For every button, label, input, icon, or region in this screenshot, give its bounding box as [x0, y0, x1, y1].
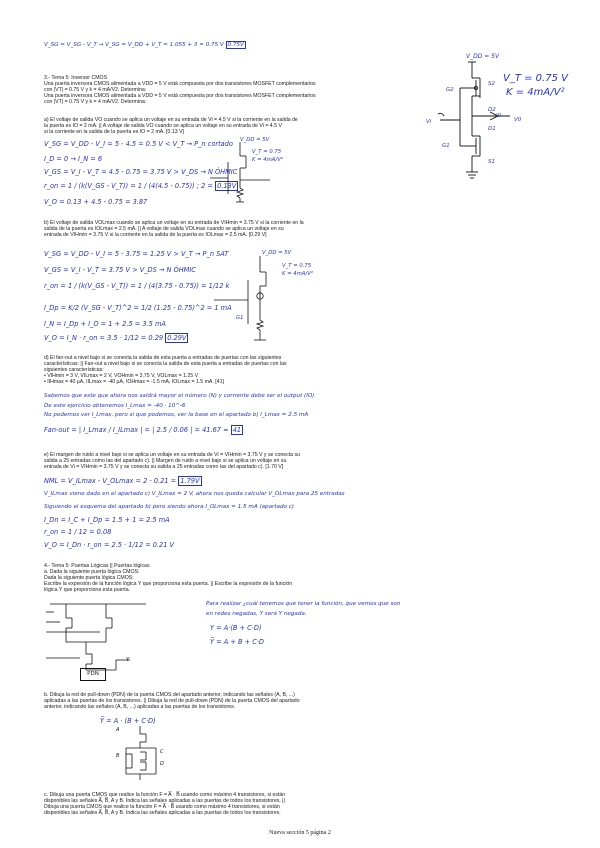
hw-b-line: I_N = I_Dp + I_O = 1 + 2.5 = 3.5 mA	[44, 320, 166, 328]
section4-intro-line: Escribe la expresión de la función lógica Y que proporciona esta puerta. || Escribe la expresión de la función	[44, 581, 293, 587]
section4-part-b-line: aplicadas a las puertas de los transistores. || Dibuja la red de pull-down (PDN) de la puerta CMOS del apartado	[44, 698, 300, 704]
part-d-line: d) El fan-out a nivel bajo si se conecta la salida de esta puerta a entradas de puertas con las siguientes	[44, 355, 282, 361]
hw-a-line: I_D = 0 → I_N = 6	[44, 155, 103, 163]
hw-e-nml	[44, 477, 202, 485]
top-equation-result: 0.75V	[227, 42, 244, 48]
hw-b-vo	[44, 334, 188, 342]
part-d-line: características: || Fan-out a nivel bajo si se conecta la salida de esta puerta a entradas de puertas con las	[44, 361, 287, 367]
circuit-a-diagram	[200, 136, 290, 206]
circuit-b-vt: V_T = 0.75	[282, 263, 312, 269]
section4-intro-line: lógica Y que proporciona esta puerta.	[44, 587, 131, 593]
circuit-b-vdd: V_DD = 5V	[262, 250, 292, 256]
pdn-b-label: B	[116, 753, 120, 759]
hw-4a-line: Y = A·(B + C·D)	[210, 624, 262, 632]
hw-d-line: De este ejercicio obtenemos I_Lmax = -40 · 10^-6	[44, 403, 186, 409]
s2-label: S2	[488, 81, 495, 87]
part-a-line: la puerta es IO = 2 mA. || A voltaje de salida VO cuando se aplica un voltaje en su entrada de Vi = 4.5 V	[44, 123, 282, 129]
circuit-a-vdd: V_DD = 5V	[240, 137, 270, 143]
hw-d-line: Sabemos que este que ahora nos saldrá mayor el número (N) y corriente debe ser el output (IO)	[44, 393, 315, 399]
d2-label: D2	[488, 107, 496, 113]
g2-label: G2	[446, 87, 454, 93]
part-d-line: siguientes características:	[44, 367, 104, 373]
pdn-c-label: C	[160, 749, 164, 755]
section4-intro-line: Dada la siguiente puerta lógica CMOS:	[44, 575, 134, 581]
hw-a-ron-text: r_on = 1 / (k(V_GS - V_T)) = 1 / (4(4.5 - 0.75)) ; 2 =	[44, 182, 213, 190]
circuit-b-k: K = 4mA/V²	[282, 271, 313, 277]
hw-e-line: I_Dn = I_C + I_Dp = 1.5 + 1 = 2.5 mA	[44, 516, 170, 524]
part-e-line: entrada de Vi = VIHmin = 3.75 V y se conecta su salida a 25 entradas como las del apartado c). [1.70 V]	[44, 464, 284, 470]
section3-intro-line: Una puerta inversora CMOS alimentada a VDD = 5 V está compuesta por dos transistores MOSFET complementarios	[44, 81, 316, 87]
part-e-line: salida a 25 entradas como las del apartado c). || Margen de ruido a nivel bajo si se aplica un voltaje en su	[44, 458, 287, 464]
hw-b-vo-text: V_O = I_N · r_on = 3.5 · 1/12 = 0.29	[44, 334, 164, 342]
part-b-line: entrada de VIHmin = 3.75 V si la corriente en la salida de la puerta es IOLmax = 2.5 mA. [0.29 V]	[44, 232, 267, 238]
pdn-box	[80, 668, 106, 681]
hw-b-result: 0.29V	[167, 334, 187, 342]
part-a-line: a) El voltaje de salida VO cuando se aplica un voltaje en su entrada de Vi = 4.5 V si la corriente en la salida de	[44, 117, 298, 123]
hw-b-line: V_SG = V_DD - V_I = 5 - 3.75 = 1.25 V > V_T → P_n SAT	[44, 250, 229, 258]
circuit-b-g1: G1	[236, 315, 244, 321]
section4-part-b-line: b. Dibuja la red de pull-down (PDN) de la puerta CMOS del apartado anterior, indicando las señales (A, B, ...)	[44, 692, 295, 698]
hw-d-result: 41	[232, 426, 242, 434]
part-a-line: si la corriente en la salida de la puerta es IO = 2 mA. [0.13 V]	[44, 129, 184, 135]
circuit-a-k: K = 4mA/V²	[252, 157, 283, 163]
k-label: K = 4mA/V²	[506, 87, 565, 98]
d1-label: D1	[488, 126, 496, 132]
section4-intro-line: a. Dada la siguiente puerta lógica CMOS:	[44, 569, 140, 575]
hw-d-line: No podemos ver I_Lmax, pero si que podemos, ver la base en el apartado b) I_Lmax = 2.5 mA	[44, 412, 309, 418]
section3-intro-line: con |VT| = 0.75 V y k = 4 mA/V2. Determina:	[44, 99, 147, 105]
hw-a-line: V_O = 0.13 + 4.5 - 0.75 = 3.87	[44, 198, 148, 206]
cmos-inverter-diagram	[410, 50, 590, 190]
section3-title: 3.- Tema 5: Inversor CMOS	[44, 75, 108, 81]
part-d-line: • IIHmax = 40 µA, IILmax = -40 µA, IOHmax = -1.5 mA, IOLmax = 1.5 mA. [41]	[44, 379, 224, 385]
vt-label: V_T = 0.75 V	[503, 73, 568, 84]
hw-e-nml-text: NML = V_ILmax - V_OLmax = 2 - 0.21 =	[44, 477, 177, 485]
hw-4a-line: en redes negadas, Y será Y negada.	[206, 611, 307, 617]
hw-4a-line: Y̅ = A + B + C·D	[210, 638, 264, 646]
section3-intro-line: con |VT| = 0.75 V y k = 4 mA/V2. Determina:	[44, 87, 147, 93]
hw-4a-line: Para realizar ¿cuál tenemos que tener la función, que vemos que son	[206, 601, 401, 607]
section4-part-b-line: anterior, indicando las señales (A, B, ...) aplicadas a las puertas de los transistores.	[44, 704, 236, 710]
g1-label: G1	[442, 143, 450, 149]
hw-e-line: V_O = I_Dn · r_on = 2.5 · 1/12 = 0.21 V	[44, 541, 175, 549]
s1-label: S1	[488, 159, 495, 165]
part-b-line: b) El voltaje de salida VOLmax cuando se aplica un voltaje en su entrada de VIHmin = 3.75 V si la corriente en la	[44, 220, 304, 226]
part-b-line: salida de la puerta es IOLmax = 2.5 mA. || A voltaje de salida VOLmax cuando se aplica un voltaje en su	[44, 226, 284, 232]
section4-part-c-line: disponibles las señales A̅, B̅, A y B. Indica las señales aplicadas a las puertas de todos los transistores. ||	[44, 798, 285, 804]
hw-b-line: r_on = 1 / (k(V_GS - V_T)) = 1 / (4(3.75 - 0.75)) = 1/12 k	[44, 282, 230, 290]
pdn-label: PDN	[87, 671, 99, 677]
pdn-a-label: A	[116, 727, 120, 733]
circuit-a-vt: V_T = 0.75	[252, 149, 282, 155]
section3-intro-line: Una puerta inversora CMOS alimentada a VDD = 5 V está compuesta por dos transistores MOSFET complementarios	[44, 93, 316, 99]
top-equation	[44, 41, 246, 49]
vi-label: Vi	[426, 119, 432, 125]
cmos-gate-diagram	[46, 598, 166, 688]
io-label: I0	[496, 113, 502, 119]
hw-e-line: r_on = 1 / 12 = 0.08	[44, 528, 112, 536]
section4-part-c-line: Dibuja una puerta CMOS que realice la función F = A̅ · B̅ usando como máximo 4 transistores, si están	[44, 804, 280, 810]
hw-e-line: Siguiendo el esquema del apartado b) pero siendo ahora I_OLmax = 1.5 mA (apartado c)	[44, 504, 294, 510]
hw-a-line: V_SG = V_DD - V_I = 5 - 4.5 = 0.5 V < V_T → P_n cortado	[44, 140, 233, 148]
hw-b-line: I_Dp = K/2 (V_SG - V_T)^2 = 1/2 (1.25 - 0.75)^2 = 1 mA	[44, 304, 232, 312]
hw-e-line: V_ILmax viene dado en el apartado c) V_ILmax = 2 V, ahora nos queda calcular V_OLmax para 25 entradas	[44, 491, 345, 497]
hw-b-line: V_GS = V_I - V_T = 3.75 V > V_DS → N ÓHMIC	[44, 266, 196, 274]
part-d-line: • VIHmin = 3 V, VILmax = 2 V, VOHmin = 3.75 V, VOLmax = 1.25 V	[44, 373, 199, 379]
vo-label: V0	[514, 117, 522, 123]
gate-y-label: Y	[126, 657, 130, 663]
hw-a-line: V_GS = V_I - V_T = 4.5 - 0.75 = 3.75 V > V_DS → N ÓHMIC	[44, 168, 238, 176]
vdd-label: V_DD = 5V	[466, 53, 500, 60]
section4-part-c-line: disponibles las señales A̅, B̅, A y B. Indica las señales aplicadas a las puertas de todos los transistores.	[44, 810, 281, 816]
section4-part-c-line: c. Dibuja una puerta CMOS que realice la función F = A̅ · B̅ usando como máximo 4 transistores, si están	[44, 792, 286, 798]
top-equation-text: V_SG = V_SG - V_T → V_SG = V_DD + V_T = 1.055 + 3 = 0.75 V	[44, 42, 224, 48]
hw-d-fanout-text: Fan-out = | I_Lmax / I_ILmax | = | 2.5 / 0.06 | = 41.67 ≈	[44, 426, 229, 434]
hw-4b-expr: Y̅ = A · (B + C·D)	[100, 717, 156, 725]
hw-a-result: 0.13V	[217, 182, 237, 190]
page-footer: Nueva sección 5 página 2	[269, 830, 331, 836]
hw-e-result: 1.79V	[180, 477, 200, 485]
hw-d-fanout	[44, 426, 243, 434]
section4-title: 4.- Tema 5: Puertas Lógicas || Puertas lógicas	[44, 563, 150, 569]
pdn-d-label: D	[160, 761, 164, 767]
part-e-line: e) El margen de ruido a nivel bajo si se aplica un voltaje en su entrada de Vi = VIHmin = 3.75 V y se conecta su	[44, 452, 300, 458]
